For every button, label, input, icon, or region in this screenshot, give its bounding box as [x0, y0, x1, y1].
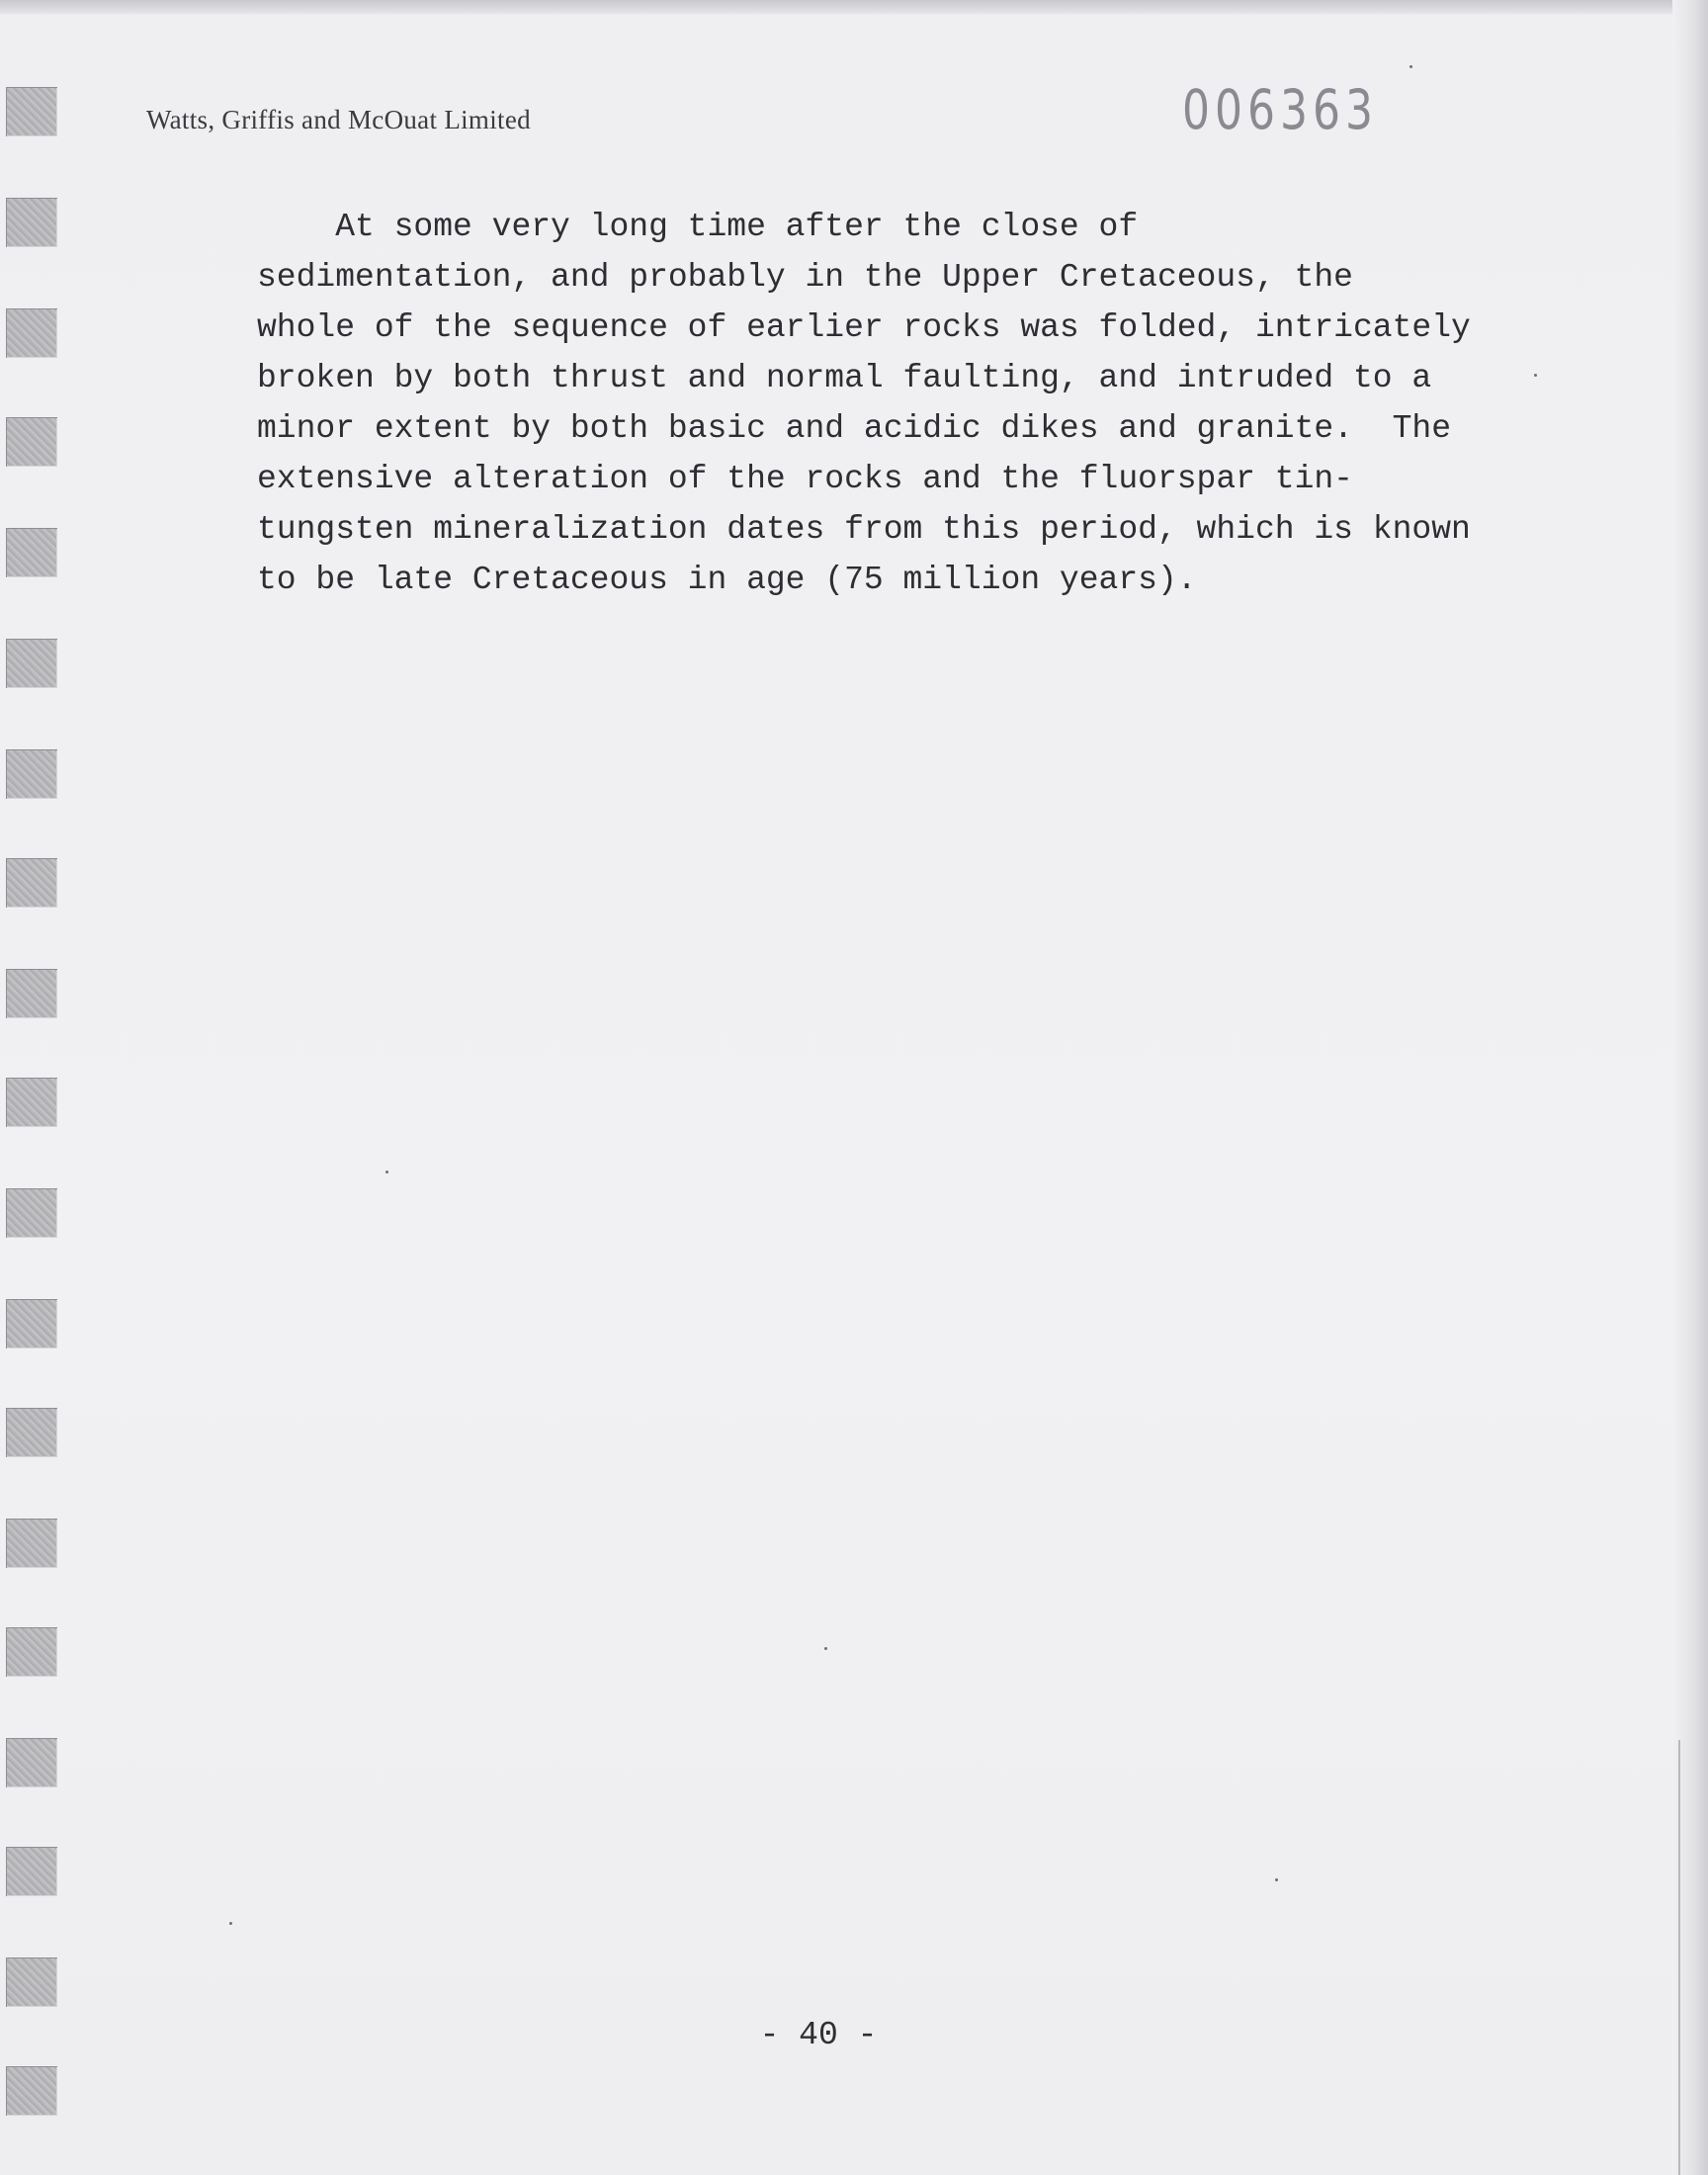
scan-speck: [1275, 1878, 1278, 1881]
binding-hole-icon: [6, 969, 57, 1018]
scan-speck: [824, 1647, 827, 1650]
binding-hole-icon: [6, 198, 57, 247]
binding-hole-icon: [6, 858, 57, 908]
binding-hole-icon: [6, 1519, 57, 1568]
binding-hole-icon: [6, 1408, 57, 1457]
binding-hole-icon: [6, 1299, 57, 1348]
paragraph-line: tungsten mineralization dates from this period, which is known: [257, 511, 1471, 548]
binding-hole-icon: [6, 1188, 57, 1238]
binding-hole-icon: [6, 639, 57, 688]
page-number: - 40 -: [759, 2017, 878, 2053]
binding-hole-icon: [6, 1627, 57, 1677]
scan-speck: [385, 1171, 388, 1174]
scan-speck: [1534, 374, 1537, 377]
binding-hole-icon: [6, 2066, 57, 2116]
binding-hole-icon: [6, 308, 57, 358]
paragraph-line: broken by both thrust and normal faulting, and intruded to a: [257, 360, 1432, 396]
page-top-edge: [0, 0, 1708, 14]
body-paragraph: [257, 202, 1502, 605]
binding-hole-icon: [6, 749, 57, 799]
scan-speck: [1409, 65, 1412, 68]
paragraph-line: minor extent by both basic and acidic dikes and granite. The: [257, 410, 1451, 447]
binding-hole-icon: [6, 1847, 57, 1896]
binding-hole-icon: [6, 1958, 57, 2007]
paragraph-line: sedimentation, and probably in the Upper Cretaceous, the: [257, 259, 1353, 296]
binding-hole-icon: [6, 1078, 57, 1127]
paragraph-line: whole of the sequence of earlier rocks was folded, intricately: [257, 309, 1471, 346]
scan-speck: [229, 1922, 232, 1925]
binding-hole-icon: [6, 417, 57, 467]
binding-hole-icon: [6, 1738, 57, 1787]
binding-hole-icon: [6, 528, 57, 577]
page-right-crease: [1678, 1740, 1680, 2175]
company-letterhead: Watts, Griffis and McOuat Limited: [146, 105, 531, 134]
paragraph-line: extensive alteration of the rocks and the fluorspar tin-: [257, 461, 1353, 497]
document-number-stamp: 006363: [1182, 79, 1378, 142]
binding-hole-icon: [6, 87, 57, 136]
spiral-binding-holes: [6, 0, 61, 2175]
paragraph-line: to be late Cretaceous in age (75 million years).: [257, 562, 1197, 598]
paragraph-line: At some very long time after the close of: [257, 209, 1139, 245]
